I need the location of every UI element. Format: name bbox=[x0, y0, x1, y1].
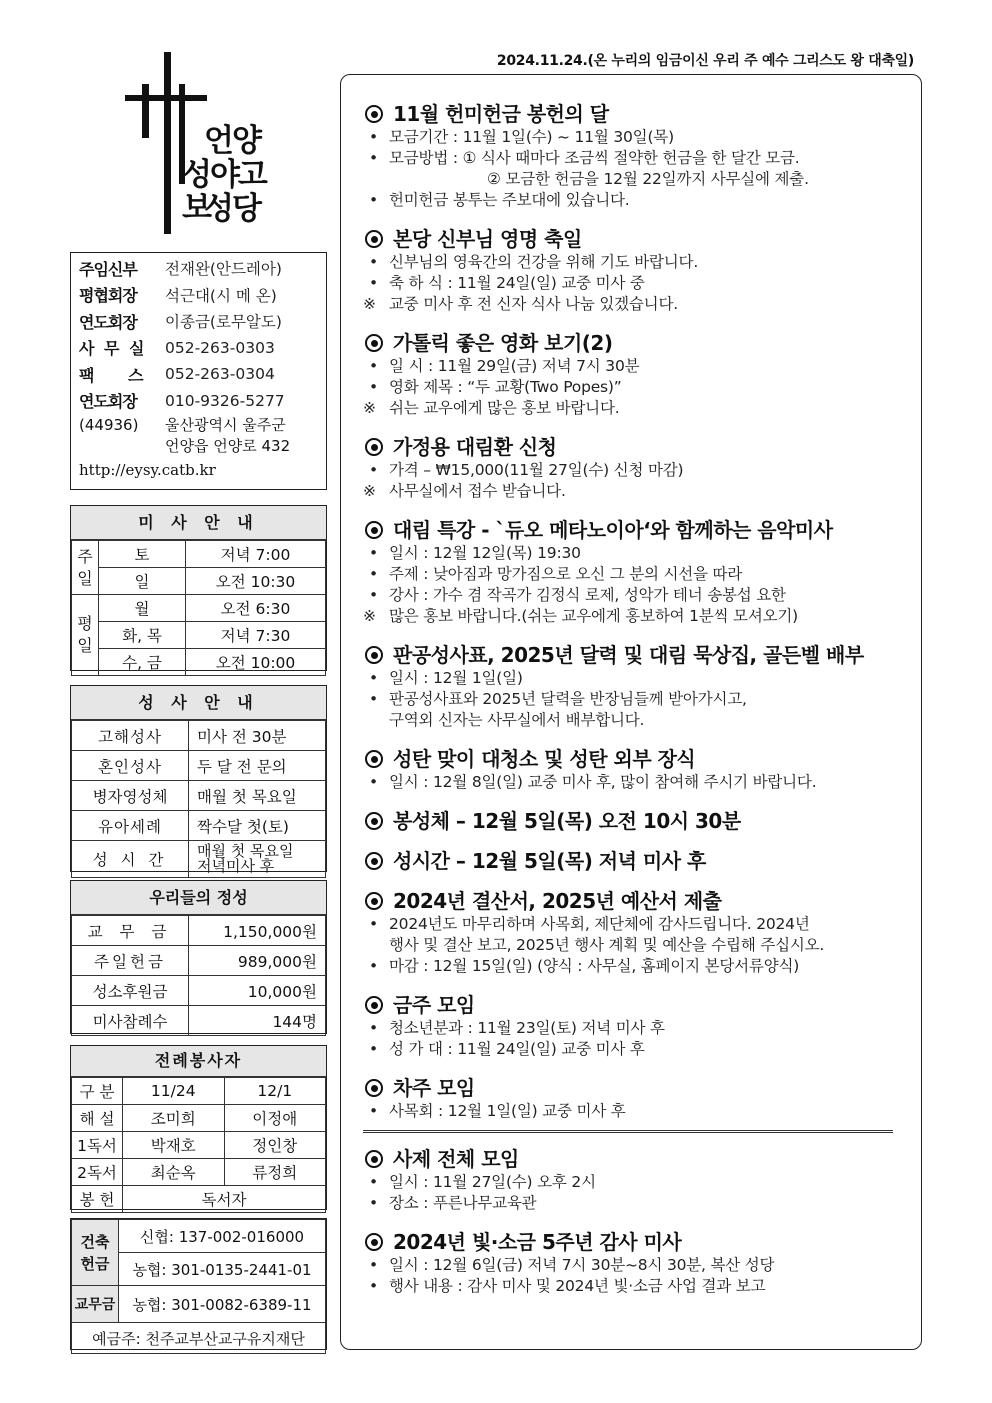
item-marker: ※ bbox=[363, 607, 376, 625]
announcement-title bbox=[365, 1146, 913, 1172]
fisheye-bullet-icon bbox=[365, 230, 383, 248]
info-value: 석근대(시 메 온) bbox=[165, 286, 277, 305]
item-marker: • bbox=[369, 1256, 378, 1274]
server-name: 최순옥 bbox=[123, 1159, 225, 1186]
info-value: 전재완(안드레아) bbox=[165, 260, 282, 279]
info-row bbox=[79, 335, 326, 362]
item-marker: • bbox=[369, 253, 378, 271]
announcement-title bbox=[365, 1075, 913, 1101]
announcement-title-text: 본당 신부님 영명 축일 bbox=[393, 227, 582, 251]
bank-account-box bbox=[70, 1218, 327, 1350]
info-row bbox=[79, 308, 326, 335]
item-text: 모금방법 : ① 식사 때마다 조금씩 절약한 헌금을 한 달간 모금. bbox=[389, 149, 800, 167]
mass-time: 오전 10:00 bbox=[186, 649, 326, 676]
announcement-title-text: 2024년 빛·소금 5주년 감사 미사 bbox=[393, 1230, 682, 1254]
item-marker: • bbox=[369, 773, 378, 791]
mass-day: 일 bbox=[99, 568, 186, 595]
item-text: 2024년도 마무리하며 사목회, 제단체에 감사드립니다. 2024년 bbox=[389, 915, 810, 933]
offering-value: 10,000원 bbox=[189, 976, 326, 1006]
fisheye-bullet-icon bbox=[365, 521, 383, 539]
announcement-section bbox=[363, 642, 913, 731]
table-row bbox=[72, 781, 326, 811]
announcement-section bbox=[363, 1075, 913, 1122]
announcement-section bbox=[363, 101, 913, 211]
sacrament-box bbox=[70, 685, 327, 875]
table-row bbox=[72, 1323, 326, 1354]
item-marker: • bbox=[369, 1277, 378, 1295]
liturgy-servers-table bbox=[71, 1077, 326, 1213]
table-row bbox=[72, 649, 326, 676]
server-role: 해 설 bbox=[72, 1105, 123, 1132]
announcement-title bbox=[365, 888, 913, 914]
mass-schedule-box bbox=[70, 505, 327, 671]
announcement-item bbox=[363, 252, 913, 273]
fisheye-bullet-icon bbox=[365, 892, 383, 910]
announcement-item bbox=[363, 772, 913, 793]
sacrament-value: 매월 첫 목요일 bbox=[189, 781, 326, 811]
item-text: 교중 미사 후 전 신자 식사 나눔 있겠습니다. bbox=[389, 295, 678, 313]
announcement-title-text: 11월 헌미헌금 봉헌의 달 bbox=[393, 102, 609, 126]
mass-day: 토 bbox=[99, 541, 186, 568]
announcement-item bbox=[363, 914, 913, 935]
item-marker: • bbox=[369, 1173, 378, 1191]
offering-name: 주일헌금 bbox=[72, 946, 189, 976]
fisheye-bullet-icon bbox=[365, 996, 383, 1014]
announcement-title bbox=[365, 226, 913, 252]
announcement-item bbox=[363, 273, 913, 294]
info-label: 주임신부 bbox=[79, 259, 137, 279]
offering-value: 144명 bbox=[189, 1006, 326, 1036]
server-date-1: 11/24 bbox=[123, 1078, 225, 1105]
fisheye-bullet-icon bbox=[365, 334, 383, 352]
announcement-section bbox=[363, 808, 913, 834]
item-marker: • bbox=[369, 461, 378, 479]
mass-day: 월 bbox=[99, 595, 186, 622]
zip-code: (44936) bbox=[79, 416, 139, 434]
server-name: 박재호 bbox=[123, 1132, 225, 1159]
announcement-section bbox=[363, 517, 913, 627]
weekday-label: 평일 bbox=[72, 595, 99, 676]
server-role: 1독서 bbox=[72, 1132, 123, 1159]
announcement-item bbox=[363, 710, 913, 731]
address-line-2: 언양읍 언양로 432 bbox=[165, 437, 291, 455]
mass-day: 화, 목 bbox=[99, 622, 186, 649]
logo-line-3: 성당 bbox=[204, 191, 260, 227]
announcement-title-text: 대림 특강 - `듀오 메타노이아‘와 함께하는 음악미사 bbox=[393, 518, 833, 542]
fisheye-bullet-icon bbox=[365, 105, 383, 123]
announcement-title bbox=[365, 848, 913, 874]
item-text: 가격 – ₩15,000(11월 27일(수) 신청 마감) bbox=[389, 461, 684, 479]
item-marker: ※ bbox=[363, 399, 376, 417]
announcement-title bbox=[365, 808, 913, 834]
item-text: 헌미헌금 봉투는 주보대에 있습니다. bbox=[389, 191, 630, 209]
fisheye-bullet-icon bbox=[365, 646, 383, 664]
liturgy-servers-box bbox=[70, 1045, 327, 1210]
announcement-item bbox=[363, 1039, 913, 1060]
announcement-item bbox=[363, 668, 913, 689]
item-text: 행사 및 결산 보고, 2025년 행사 계획 및 예산을 수립해 주십시오. bbox=[389, 936, 825, 954]
item-text: 사무실에서 접수 받습니다. bbox=[389, 482, 566, 500]
info-label: 사 무 실 bbox=[79, 339, 147, 359]
item-marker: • bbox=[369, 357, 378, 375]
item-text: 일시 : 12월 1일(일) bbox=[389, 669, 523, 687]
sacrament-value: 두 달 전 문의 bbox=[189, 751, 326, 781]
dues-label: 교무금 bbox=[72, 1286, 119, 1323]
announcement-item bbox=[363, 190, 913, 211]
fisheye-bullet-icon bbox=[365, 1233, 383, 1251]
item-marker: • bbox=[369, 690, 378, 708]
announcement-title-text: 가정용 대림환 신청 bbox=[393, 435, 557, 459]
table-row bbox=[72, 1159, 326, 1186]
announcement-item bbox=[363, 398, 913, 419]
address bbox=[79, 415, 326, 457]
offering-name: 성소후원금 bbox=[72, 976, 189, 1006]
parish-info-box bbox=[70, 252, 327, 490]
info-value: 010-9326-5277 bbox=[165, 391, 285, 410]
logo-line-1: 언양 bbox=[204, 123, 260, 159]
announcement-item bbox=[363, 543, 913, 564]
sacrament-name: 성 시 간 bbox=[72, 841, 189, 878]
account-number: 농협: 301-0082-6389-11 bbox=[119, 1286, 326, 1323]
item-marker: ※ bbox=[363, 295, 376, 313]
server-role: 2독서 bbox=[72, 1159, 123, 1186]
sacrament-value: 매월 첫 목요일 저녁미사 후 bbox=[189, 841, 326, 878]
item-marker: • bbox=[369, 274, 378, 292]
announcement-title bbox=[365, 517, 913, 543]
fisheye-bullet-icon bbox=[365, 812, 383, 830]
item-text: 일시 : 12월 6일(금) 저녁 7시 30분~8시 30분, 복산 성당 bbox=[389, 1256, 775, 1274]
item-text: 일시 : 11월 27일(수) 오후 2시 bbox=[389, 1173, 596, 1191]
item-text: 구역외 신자는 사무실에서 배부합니다. bbox=[389, 711, 645, 729]
announcement-section bbox=[363, 888, 913, 977]
account-holder: 예금주: 천주교부산교구유지재단 bbox=[72, 1323, 326, 1354]
mass-schedule-table bbox=[71, 540, 326, 676]
announcement-title bbox=[365, 1229, 913, 1255]
item-marker: ※ bbox=[363, 482, 376, 500]
announcement-title-text: 성탄 맞이 대청소 및 성탄 외부 장식 bbox=[393, 747, 696, 771]
mass-day: 수, 금 bbox=[99, 649, 186, 676]
sacrament-name: 병자영성체 bbox=[72, 781, 189, 811]
announcement-title bbox=[365, 101, 913, 127]
announcements-panel bbox=[340, 74, 922, 1350]
announcement-title-text: 봉성체 – 12월 5일(목) 오전 10시 30분 bbox=[393, 809, 741, 833]
item-text: 축 하 식 : 11월 24일(일) 교중 미사 중 bbox=[389, 274, 645, 292]
sacrament-value: 미사 전 30분 bbox=[189, 721, 326, 751]
sacrament-name: 고해성사 bbox=[72, 721, 189, 751]
announcement-item bbox=[363, 356, 913, 377]
item-text: 성 가 대 : 11월 24일(일) 교중 미사 후 bbox=[389, 1040, 645, 1058]
announcement-item bbox=[363, 1101, 913, 1122]
table-row bbox=[72, 1132, 326, 1159]
server-name: 류정희 bbox=[224, 1159, 326, 1186]
item-text: 신부님의 영육간의 건강을 위해 기도 바랍니다. bbox=[389, 253, 699, 271]
offering-name: 미사참례수 bbox=[72, 1006, 189, 1036]
item-text: 일시 : 12월 12일(목) 19:30 bbox=[389, 544, 581, 562]
offering-title: 우리들의 정성 bbox=[71, 881, 326, 915]
item-text: 일 시 : 11월 29일(금) 저녁 7시 30분 bbox=[389, 357, 640, 375]
info-value: 052-263-0303 bbox=[165, 338, 275, 357]
bulletin-date: 2024.11.24.(온 누리의 임금이신 우리 주 예수 그리스도 왕 대축일) bbox=[496, 53, 914, 69]
sunday-label: 주일 bbox=[72, 541, 99, 595]
announcement-item bbox=[363, 1276, 913, 1297]
announcement-section bbox=[363, 1146, 913, 1214]
announcement-item bbox=[363, 481, 913, 502]
announcement-section bbox=[363, 434, 913, 502]
item-text: 사목회 : 12월 1일(일) 교중 미사 후 bbox=[389, 1102, 626, 1120]
item-text: ② 모금한 헌금을 12월 22일까지 사무실에 제출. bbox=[487, 170, 809, 188]
server-date-2: 12/1 bbox=[224, 1078, 326, 1105]
announcement-title-text: 2024년 결산서, 2025년 예산서 제출 bbox=[393, 889, 722, 913]
item-text: 많은 홍보 바랍니다.(쉬는 교우에게 홍보하여 1분씩 모셔오기) bbox=[389, 607, 798, 625]
item-text: 장소 : 푸른나무교육관 bbox=[389, 1194, 537, 1212]
address-line-1: 울산광역시 울주군 bbox=[165, 416, 286, 434]
announcement-item bbox=[363, 148, 913, 169]
item-text: 모금기간 : 11월 1일(수) ~ 11월 30일(목) bbox=[389, 128, 674, 146]
announcement-item bbox=[363, 1172, 913, 1193]
info-label: 평협회장 bbox=[79, 286, 137, 306]
info-row bbox=[79, 282, 326, 309]
announcement-item bbox=[363, 606, 913, 627]
offering-value: 989,000원 bbox=[189, 946, 326, 976]
item-text: 청소년분과 : 11월 23일(토) 저녁 미사 후 bbox=[389, 1019, 665, 1037]
item-marker: • bbox=[369, 565, 378, 583]
announcement-title-text: 판공성사표, 2025년 달력 및 대림 묵상집, 골든벨 배부 bbox=[393, 643, 864, 667]
server-name: 독서자 bbox=[123, 1186, 326, 1213]
item-marker: • bbox=[369, 669, 378, 687]
website-link[interactable]: http://eysy.catb.kr bbox=[79, 461, 216, 479]
info-label: 연도회장 bbox=[79, 312, 137, 332]
logo-line-2: 성야고보 bbox=[182, 157, 266, 226]
server-name: 정인창 bbox=[224, 1132, 326, 1159]
offering-box bbox=[70, 880, 327, 1034]
mass-time: 오전 6:30 bbox=[186, 595, 326, 622]
item-marker: • bbox=[369, 149, 378, 167]
announcement-section bbox=[363, 746, 913, 793]
info-value: 052-263-0304 bbox=[165, 365, 275, 384]
building-fund-label: 건축헌금 bbox=[72, 1220, 119, 1286]
account-number: 농협: 301-0135-2441-01 bbox=[119, 1253, 326, 1286]
sacrament-name: 유아세례 bbox=[72, 811, 189, 841]
table-row bbox=[72, 721, 326, 751]
sacrament-value: 짝수달 첫(토) bbox=[189, 811, 326, 841]
table-row bbox=[72, 1105, 326, 1132]
announcement-item bbox=[363, 294, 913, 315]
table-row bbox=[72, 976, 326, 1006]
item-marker: • bbox=[369, 1194, 378, 1212]
announcement-item bbox=[363, 564, 913, 585]
table-row bbox=[72, 916, 326, 946]
mass-time: 저녁 7:30 bbox=[186, 622, 326, 649]
announcement-section bbox=[363, 1229, 913, 1297]
announcement-title bbox=[365, 746, 913, 772]
announcement-section bbox=[363, 330, 913, 419]
table-row bbox=[72, 841, 326, 878]
item-marker: • bbox=[369, 915, 378, 933]
bank-table bbox=[71, 1219, 326, 1354]
announcement-item bbox=[363, 1018, 913, 1039]
item-text: 주제 : 낮아짐과 망가짐으로 오신 그 분의 시선을 따라 bbox=[389, 565, 743, 583]
item-text: 쉬는 교우에게 많은 홍보 바랍니다. bbox=[389, 399, 620, 417]
mass-time: 오전 10:30 bbox=[186, 568, 326, 595]
item-text: 판공성사표와 2025년 달력을 반장님들께 받아가시고, bbox=[389, 690, 747, 708]
table-row bbox=[72, 1286, 326, 1323]
item-marker: • bbox=[369, 1102, 378, 1120]
parish-logo bbox=[122, 52, 282, 237]
announcement-title-text: 차주 모임 bbox=[393, 1076, 475, 1100]
item-marker: • bbox=[369, 378, 378, 396]
table-row bbox=[72, 595, 326, 622]
info-value: 이종금(로무알도) bbox=[165, 313, 282, 332]
item-marker: • bbox=[369, 544, 378, 562]
mass-schedule-title: 미 사 안 내 bbox=[71, 506, 326, 540]
info-label: 연도회장 bbox=[79, 392, 137, 412]
announcement-title-text: 사제 전체 모임 bbox=[393, 1147, 519, 1171]
announcement-title bbox=[365, 330, 913, 356]
section-divider bbox=[363, 1130, 893, 1133]
account-number: 신협: 137-002-016000 bbox=[119, 1220, 326, 1253]
table-row bbox=[72, 1220, 326, 1253]
announcement-item bbox=[363, 169, 913, 190]
fisheye-bullet-icon bbox=[365, 438, 383, 456]
announcement-title-text: 금주 모임 bbox=[393, 993, 475, 1017]
announcement-item bbox=[363, 1255, 913, 1276]
sacrament-table bbox=[71, 720, 326, 878]
item-text: 마감 : 12월 15일(일) (양식 : 사무실, 홈페이지 본당서류양식) bbox=[389, 957, 800, 975]
sacrament-name: 혼인성사 bbox=[72, 751, 189, 781]
info-row bbox=[79, 361, 326, 388]
fisheye-bullet-icon bbox=[365, 852, 383, 870]
info-row bbox=[79, 255, 326, 282]
announcement-section bbox=[363, 226, 913, 315]
announcement-item bbox=[363, 956, 913, 977]
announcement-title-text: 성시간 – 12월 5일(목) 저녁 미사 후 bbox=[393, 849, 706, 873]
table-row bbox=[72, 1078, 326, 1105]
offering-name: 교 무 금 bbox=[72, 916, 189, 946]
item-marker: • bbox=[369, 1040, 378, 1058]
fisheye-bullet-icon bbox=[365, 1150, 383, 1168]
table-row bbox=[72, 751, 326, 781]
table-row bbox=[72, 1186, 326, 1213]
server-role: 구 분 bbox=[72, 1078, 123, 1105]
table-row bbox=[72, 811, 326, 841]
item-marker: • bbox=[369, 1019, 378, 1037]
announcement-item bbox=[363, 460, 913, 481]
table-row bbox=[72, 622, 326, 649]
table-row bbox=[72, 946, 326, 976]
info-row bbox=[79, 388, 326, 415]
server-role: 봉 헌 bbox=[72, 1186, 123, 1213]
announcement-title bbox=[365, 642, 913, 668]
item-marker: • bbox=[369, 957, 378, 975]
item-marker: • bbox=[369, 128, 378, 146]
announcement-item bbox=[363, 585, 913, 606]
announcement-item bbox=[363, 127, 913, 148]
announcement-title-text: 가톨릭 좋은 영화 보기(2) bbox=[393, 331, 613, 355]
sacrament-title: 성 사 안 내 bbox=[71, 686, 326, 720]
announcement-section bbox=[363, 992, 913, 1060]
server-name: 이정애 bbox=[224, 1105, 326, 1132]
info-label: 팩 스 bbox=[79, 365, 158, 385]
liturgy-servers-title: 전례봉사자 bbox=[71, 1046, 326, 1077]
item-marker: • bbox=[369, 191, 378, 209]
offering-table bbox=[71, 915, 326, 1036]
item-marker: • bbox=[369, 586, 378, 604]
mass-time: 저녁 7:00 bbox=[186, 541, 326, 568]
announcement-section bbox=[363, 848, 913, 874]
announcement-title bbox=[365, 992, 913, 1018]
announcement-item bbox=[363, 935, 913, 956]
item-text: 강사 : 가수 겸 작곡가 김정식 로제, 성악가 테너 송봉섭 요한 bbox=[389, 586, 786, 604]
item-text: 행사 내용 : 감사 미사 및 2024년 빛·소금 사업 결과 보고 bbox=[389, 1277, 766, 1295]
item-text: 영화 제목 : “두 교황(Two Popes)” bbox=[389, 378, 622, 396]
table-row bbox=[72, 568, 326, 595]
item-text: 일시 : 12월 8일(일) 교중 미사 후, 많이 참여해 주시기 바랍니다. bbox=[389, 773, 817, 791]
offering-value: 1,150,000원 bbox=[189, 916, 326, 946]
announcement-item bbox=[363, 1193, 913, 1214]
server-name: 조미희 bbox=[123, 1105, 225, 1132]
fisheye-bullet-icon bbox=[365, 1079, 383, 1097]
table-row bbox=[72, 541, 326, 568]
announcement-item bbox=[363, 689, 913, 710]
fisheye-bullet-icon bbox=[365, 750, 383, 768]
table-row bbox=[72, 1006, 326, 1036]
announcement-item bbox=[363, 377, 913, 398]
announcement-title bbox=[365, 434, 913, 460]
